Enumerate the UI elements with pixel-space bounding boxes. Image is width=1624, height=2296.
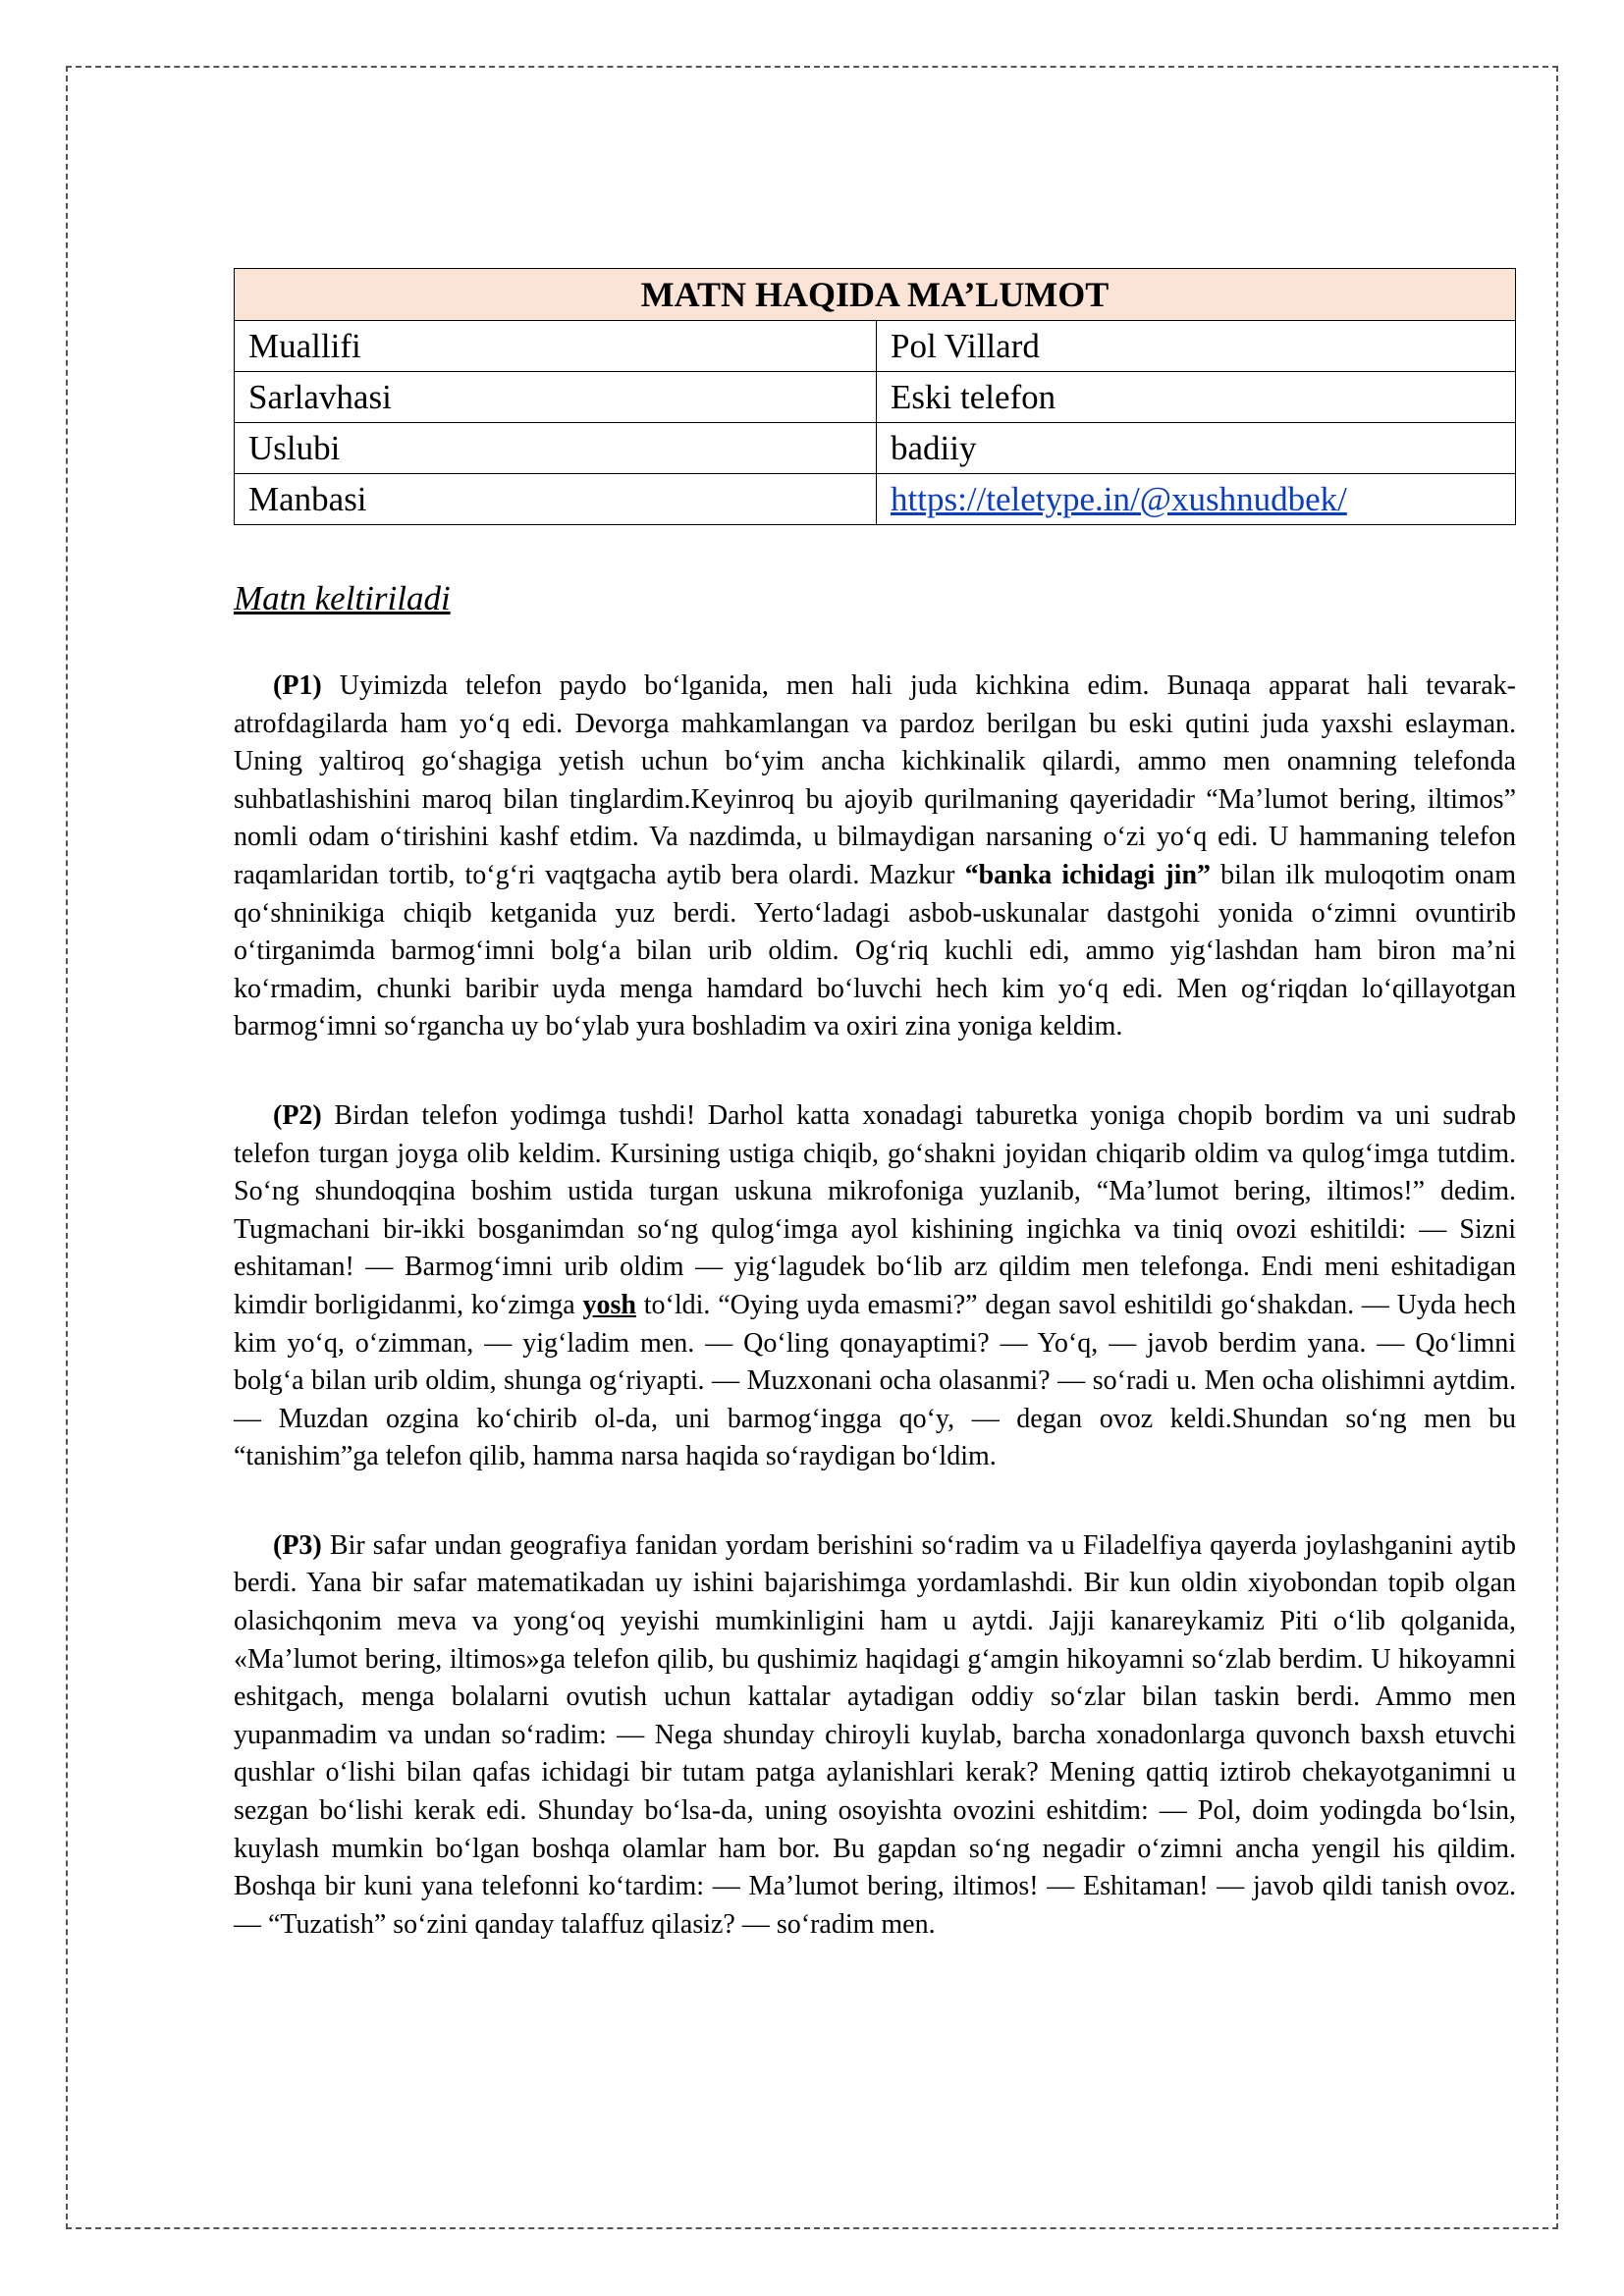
info-table-row: [235, 372, 1516, 423]
paragraph-text: bilan ilk muloqotim onam qo‘shninikiga chiqib ketganida yuz berdi. Yerto‘ladagi asbob-uskunalar dastgohi yonida o‘zimni ovuntirib o‘tirganimda barmog‘imni bolg‘a bilan urib oldim. Og‘riq kuchli edi, ammo yig‘lashdan ham biron ma’ni ko‘rmadim, chunki baribir uyda menga hamdard bo‘luvchi hech kim yo‘q edi. Men og‘riqdan lo‘qillayotgan barmog‘imni so‘rgancha uy bo‘ylab yura boshladim va oxiri zina yoniga keldim.: [234, 859, 1516, 1042]
row-value-style: badiiy: [877, 423, 1516, 474]
source-link[interactable]: https://teletype.in/@xushnudbek/: [891, 480, 1347, 518]
document-content: [234, 268, 1516, 1971]
underlined-bold-word: yosh: [582, 1289, 636, 1320]
row-value-title: Eski telefon: [877, 372, 1516, 423]
info-table-title: MATN HAQIDA MA’LUMOT: [235, 269, 1516, 321]
section-subheading: Matn keltiriladi: [234, 579, 451, 617]
paragraph-text: Uyimizda telefon paydo bo‘lganida, men hali juda kichkina edim. Bunaqa apparat hali tevarak-atrofdagilarda ham yo‘q edi. Devorga mahkamlangan va pardoz berilgan bu eski qutini juda yaxshi eslayman. Uning yaltiroq go‘shagiga yetish uchun bo‘yim ancha kichkinalik qilardi, ammo men onamning telefonda suhbatlashishini maroq bilan tinglardim.Keyinroq bu ajoyib qurilmaning qayeridadir “Ma’lumot bering, iltimos” nomli odam o‘tirishini kashf etdim. Va nazdimda, u bilmaydigan narsaning o‘zi yo‘q edi. U hammaning telefon raqamlaridan tortib, to‘g‘ri vaqtgacha aytib bera olardi. Mazkur: [234, 670, 1516, 890]
info-table-row: [235, 474, 1516, 525]
row-label-author: Muallifi: [235, 321, 877, 372]
row-label-title: Sarlavhasi: [235, 372, 877, 423]
paragraph-p1: [234, 667, 1516, 1046]
paragraph-text: Bir safar undan geografiya fanidan yordam berishini so‘radim va u Filadelfiya qayerda joylashganini aytib berdi. Yana bir safar matematikadan uy ishini bajarishimga yordamlashdi. Bir kun oldin xiyobondan topib olgan olasichqonim meva va yong‘oq yeyishi mumkinligini ham u aytdi. Jajji kanareykamiz Piti o‘lib qolganida, «Ma’lumot bering, iltimos»ga telefon qilib, bu qushimiz haqidagi g‘amgin hikoyamni so‘zlab berdim. U hikoyamni eshitgach, menga bolalarni ovutish uchun kattalar aytadigan oddiy so‘zlar bilan taskin berdi. Ammo men yupanmadim va undan so‘radim: — Nega shunday chiroyli kuylab, barcha xonadonlarga quvonch baxsh etuvchi qushlar o‘lishi bilan qafas ichidagi bir tutam patga aylanishlari kerak? Mening qattiq iztirob chekayotganimni u sezgan bo‘lishi kerak edi. Shunday bo‘lsa-da, uning osoyishta ovozini eshitdim: — Pol, doim yodingda bo‘lsin, kuylash mumkin bo‘lgan boshqa olamlar ham bor. Bu gapdan so‘ng negadir o‘zimni ancha yengil his qildim. Boshqa bir kuni yana telefonni ko‘tardim: — Ma’lumot bering, iltimos! — Eshitaman! — javob qildi tanish ovoz. — “Tuzatish” so‘zini qanday talaffuz qilasiz? — so‘radim men.: [234, 1529, 1516, 1940]
paragraph-text: to‘ldi. “Oying uyda emasmi?” degan savol eshitildi go‘shakdan. — Uyda hech kim yo‘q, o‘zimman, — yig‘ladim men. — Qo‘ling qonayaptimi? — Yo‘q, — javob berdim yana. — Qo‘limni bolg‘a bilan urib oldim, shunga og‘riyapti. — Muzxonani ocha olasanmi? — so‘radi u. Men ocha olishimni aytdim.— Muzdan ozgina ko‘chirib ol-da, uni barmog‘ingga qo‘y, — degan ovoz keldi.Shundan so‘ng men bu “tanishim”ga telefon qilib, hamma narsa haqida so‘raydigan bo‘ldim.: [234, 1289, 1516, 1472]
info-table-header-row: [235, 269, 1516, 321]
paragraph-marker: (P3): [273, 1529, 322, 1561]
paragraph-text: Birdan telefon yodimga tushdi! Darhol katta xonadagi taburetka yoniga chopib bordim va uni sudrab telefon turgan joyga olib keldim. Kursining ustiga chiqib, go‘shakni joyidan chiqarib oldim va qulog‘imga tutdim. So‘ng shundoqqina boshim ustida turgan uskuna mikrofoniga yuzlanib, “Ma’lumot bering, iltimos!” dedim. Tugmachani bir-ikki bosganimdan so‘ng qulog‘imga ayol kishining ingichka va tiniq ovozi eshitildi: — Sizni eshitaman! — Barmog‘imni urib oldim — yig‘lagudek bo‘lib arz qildim men telefonga. Endi meni eshitadigan kimdir borligidanmi, ko‘zimga: [234, 1099, 1516, 1320]
bold-phrase: “banka ichidagi jin”: [964, 859, 1212, 890]
row-value-source: [877, 474, 1516, 525]
info-table-row: [235, 423, 1516, 474]
paragraph-p2: [234, 1097, 1516, 1476]
paragraph-marker: (P2): [273, 1099, 322, 1131]
paragraph-p3: [234, 1527, 1516, 1945]
paragraph-marker: (P1): [273, 670, 322, 701]
info-table-row: [235, 321, 1516, 372]
row-label-source: Manbasi: [235, 474, 877, 525]
row-label-style: Uslubi: [235, 423, 877, 474]
info-table: [234, 268, 1516, 525]
row-value-author: Pol Villard: [877, 321, 1516, 372]
